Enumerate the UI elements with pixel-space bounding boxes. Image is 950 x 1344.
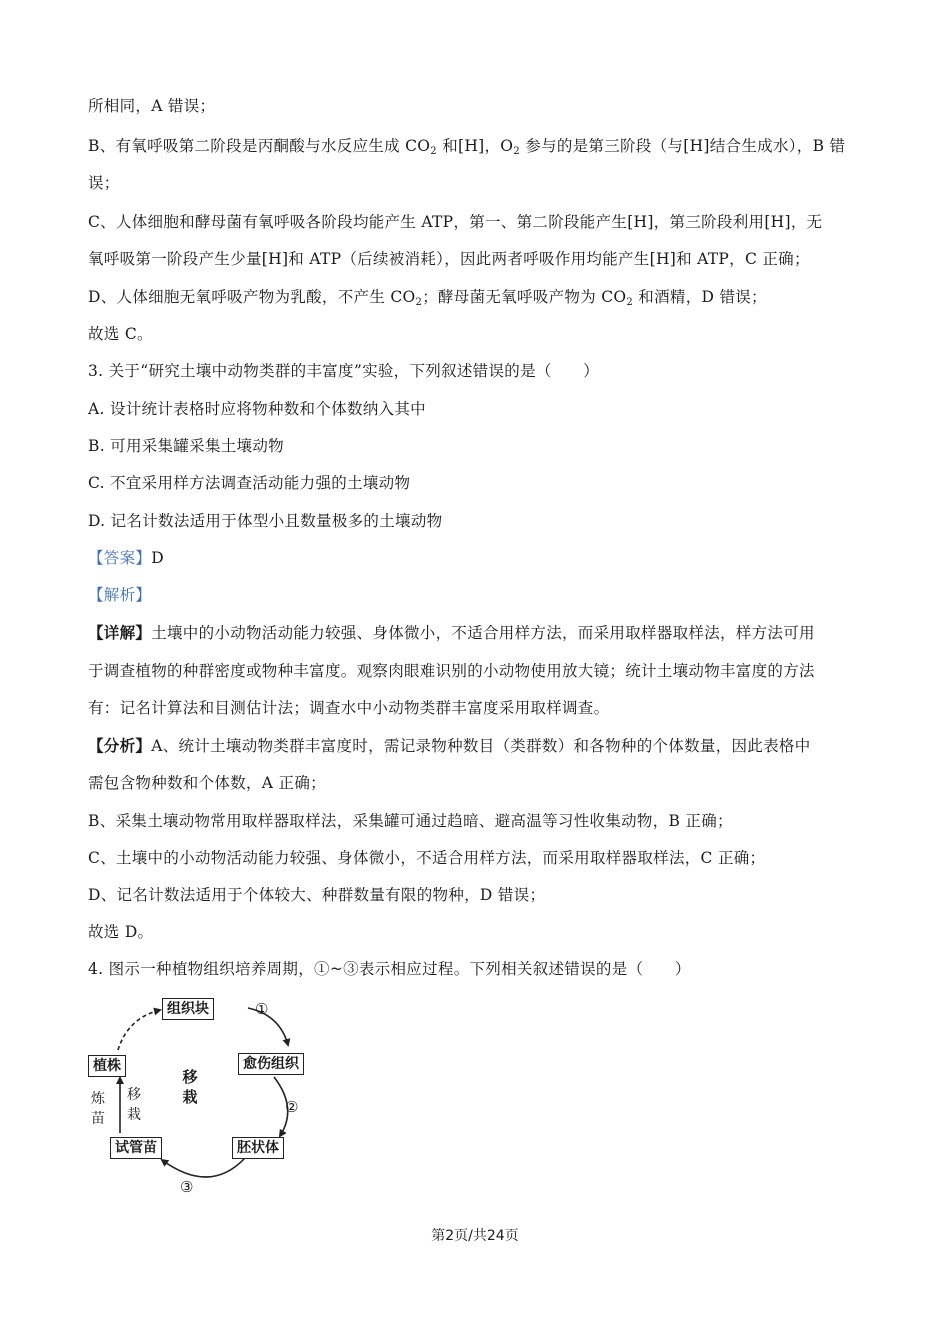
text-line: B、有氧呼吸第二阶段是丙酮酸与水反应生成 $CO_2$ 和[H]，$O_2$ 参与的是第三阶段（与[H]结合生成水），B 错 [88, 137, 846, 157]
analysis-paragraph: 【分析】A、统计土壤动物类群丰富度时，需记录物种数目（类群数）和各物种的个体数量，因此表格中 [88, 736, 811, 755]
analysis-tag: 【解析】 [88, 586, 152, 604]
box-tissue-block: 组织块 [162, 998, 214, 1020]
left-outer-label-bottom: 苗 [91, 1111, 105, 1127]
option-c: C. 不宜采用样方法调查活动能力强的土壤动物 [88, 474, 411, 492]
center-label-top: 移 [182, 1068, 198, 1086]
step-2-label: ② [285, 1098, 299, 1116]
detail-paragraph: 【详解】土壤中的小动物活动能力较强、身体微小，不适合用样方法，而采用取样器取样法，样方法可用 [88, 623, 815, 642]
option-b: B. 可用采集罐采集土壤动物 [88, 437, 284, 455]
text-line: 故选 D。 [88, 923, 154, 941]
arrow-step-3 [162, 1158, 245, 1177]
fenxi-tag: 【分析】 [88, 736, 152, 755]
box-embryoid: 胚状体 [232, 1137, 284, 1159]
text-line: 故选 C。 [88, 325, 153, 343]
box-test-tube-seedling: 试管苗 [110, 1137, 162, 1159]
text-line: D、记名计数法适用于个体较大、种群数量有限的物种，D 错误； [88, 886, 546, 904]
step-1-label: ① [255, 1000, 269, 1018]
text-line: 氧呼吸第一阶段产生少量[H]和 ATP（后续被消耗），因此两者呼吸作用均能产生[H]和 ATP，C 正确； [88, 250, 810, 268]
arrow-dashed-return [118, 1010, 160, 1050]
text-line: 于调查植物的种群密度或物种丰富度。观察肉眼难识别的小动物使用放大镜；统计土壤动物丰富度的方法 [88, 662, 815, 680]
text-line: 误； [88, 174, 120, 192]
answer-value: D [151, 549, 164, 567]
text-line: 有：记名计算法和目测估计法；调查水中小动物类群丰富度采用取样调查。 [88, 699, 610, 717]
page-footer: 第2页/共24页 [431, 1228, 519, 1244]
option-d: D. 记名计数法适用于体型小且数量极多的土壤动物 [88, 512, 443, 530]
box-plant: 植株 [88, 1055, 126, 1077]
answer-line [88, 548, 870, 568]
left-outer-label-top: 炼 [91, 1091, 105, 1107]
text-line: B、采集土壤动物常用取样器取样法，采集罐可通过趋暗、避高温等习性收集动物，B 正确； [88, 812, 733, 830]
left-inner-label-bottom: 栽 [127, 1107, 141, 1123]
detail-tag: 【详解】 [88, 623, 152, 642]
left-inner-label-top: 移 [127, 1087, 141, 1103]
text-line: C、土壤中的小动物活动能力较强、身体微小，不适合用样方法，而采用取样器取样法，C 正确； [88, 849, 766, 867]
center-label-bottom: 栽 [182, 1088, 198, 1106]
tissue-culture-diagram [80, 990, 330, 1205]
question-3-stem: 3. 关于“研究土壤中动物类群的丰富度”实验，下列叙述错误的是（ ） [88, 362, 600, 380]
text-line: D、人体细胞无氧呼吸产物为乳酸，不产生 $CO_2$；酵母菌无氧呼吸产物为 $CO_2$ 和酒精，D 错误； [88, 288, 767, 308]
answer-tag: 【答案】 [88, 549, 152, 567]
text-line: 所相同，A 错误； [88, 97, 216, 115]
step-3-label: ③ [180, 1178, 194, 1196]
option-a: A. 设计统计表格时应将物种数和个体数纳入其中 [88, 400, 426, 418]
question-4-stem: 4. 图示一种植物组织培养周期，①~③表示相应过程。下列相关叙述错误的是（ ） [88, 960, 691, 978]
box-callus: 愈伤组织 [238, 1053, 304, 1075]
text-line: C、人体细胞和酵母菌有氧呼吸各阶段均能产生 ATP，第一、第二阶段能产生[H]，第三阶段利用[H]，无 [88, 213, 823, 231]
text-line: 需包含物种数和个体数，A 正确； [88, 774, 326, 792]
